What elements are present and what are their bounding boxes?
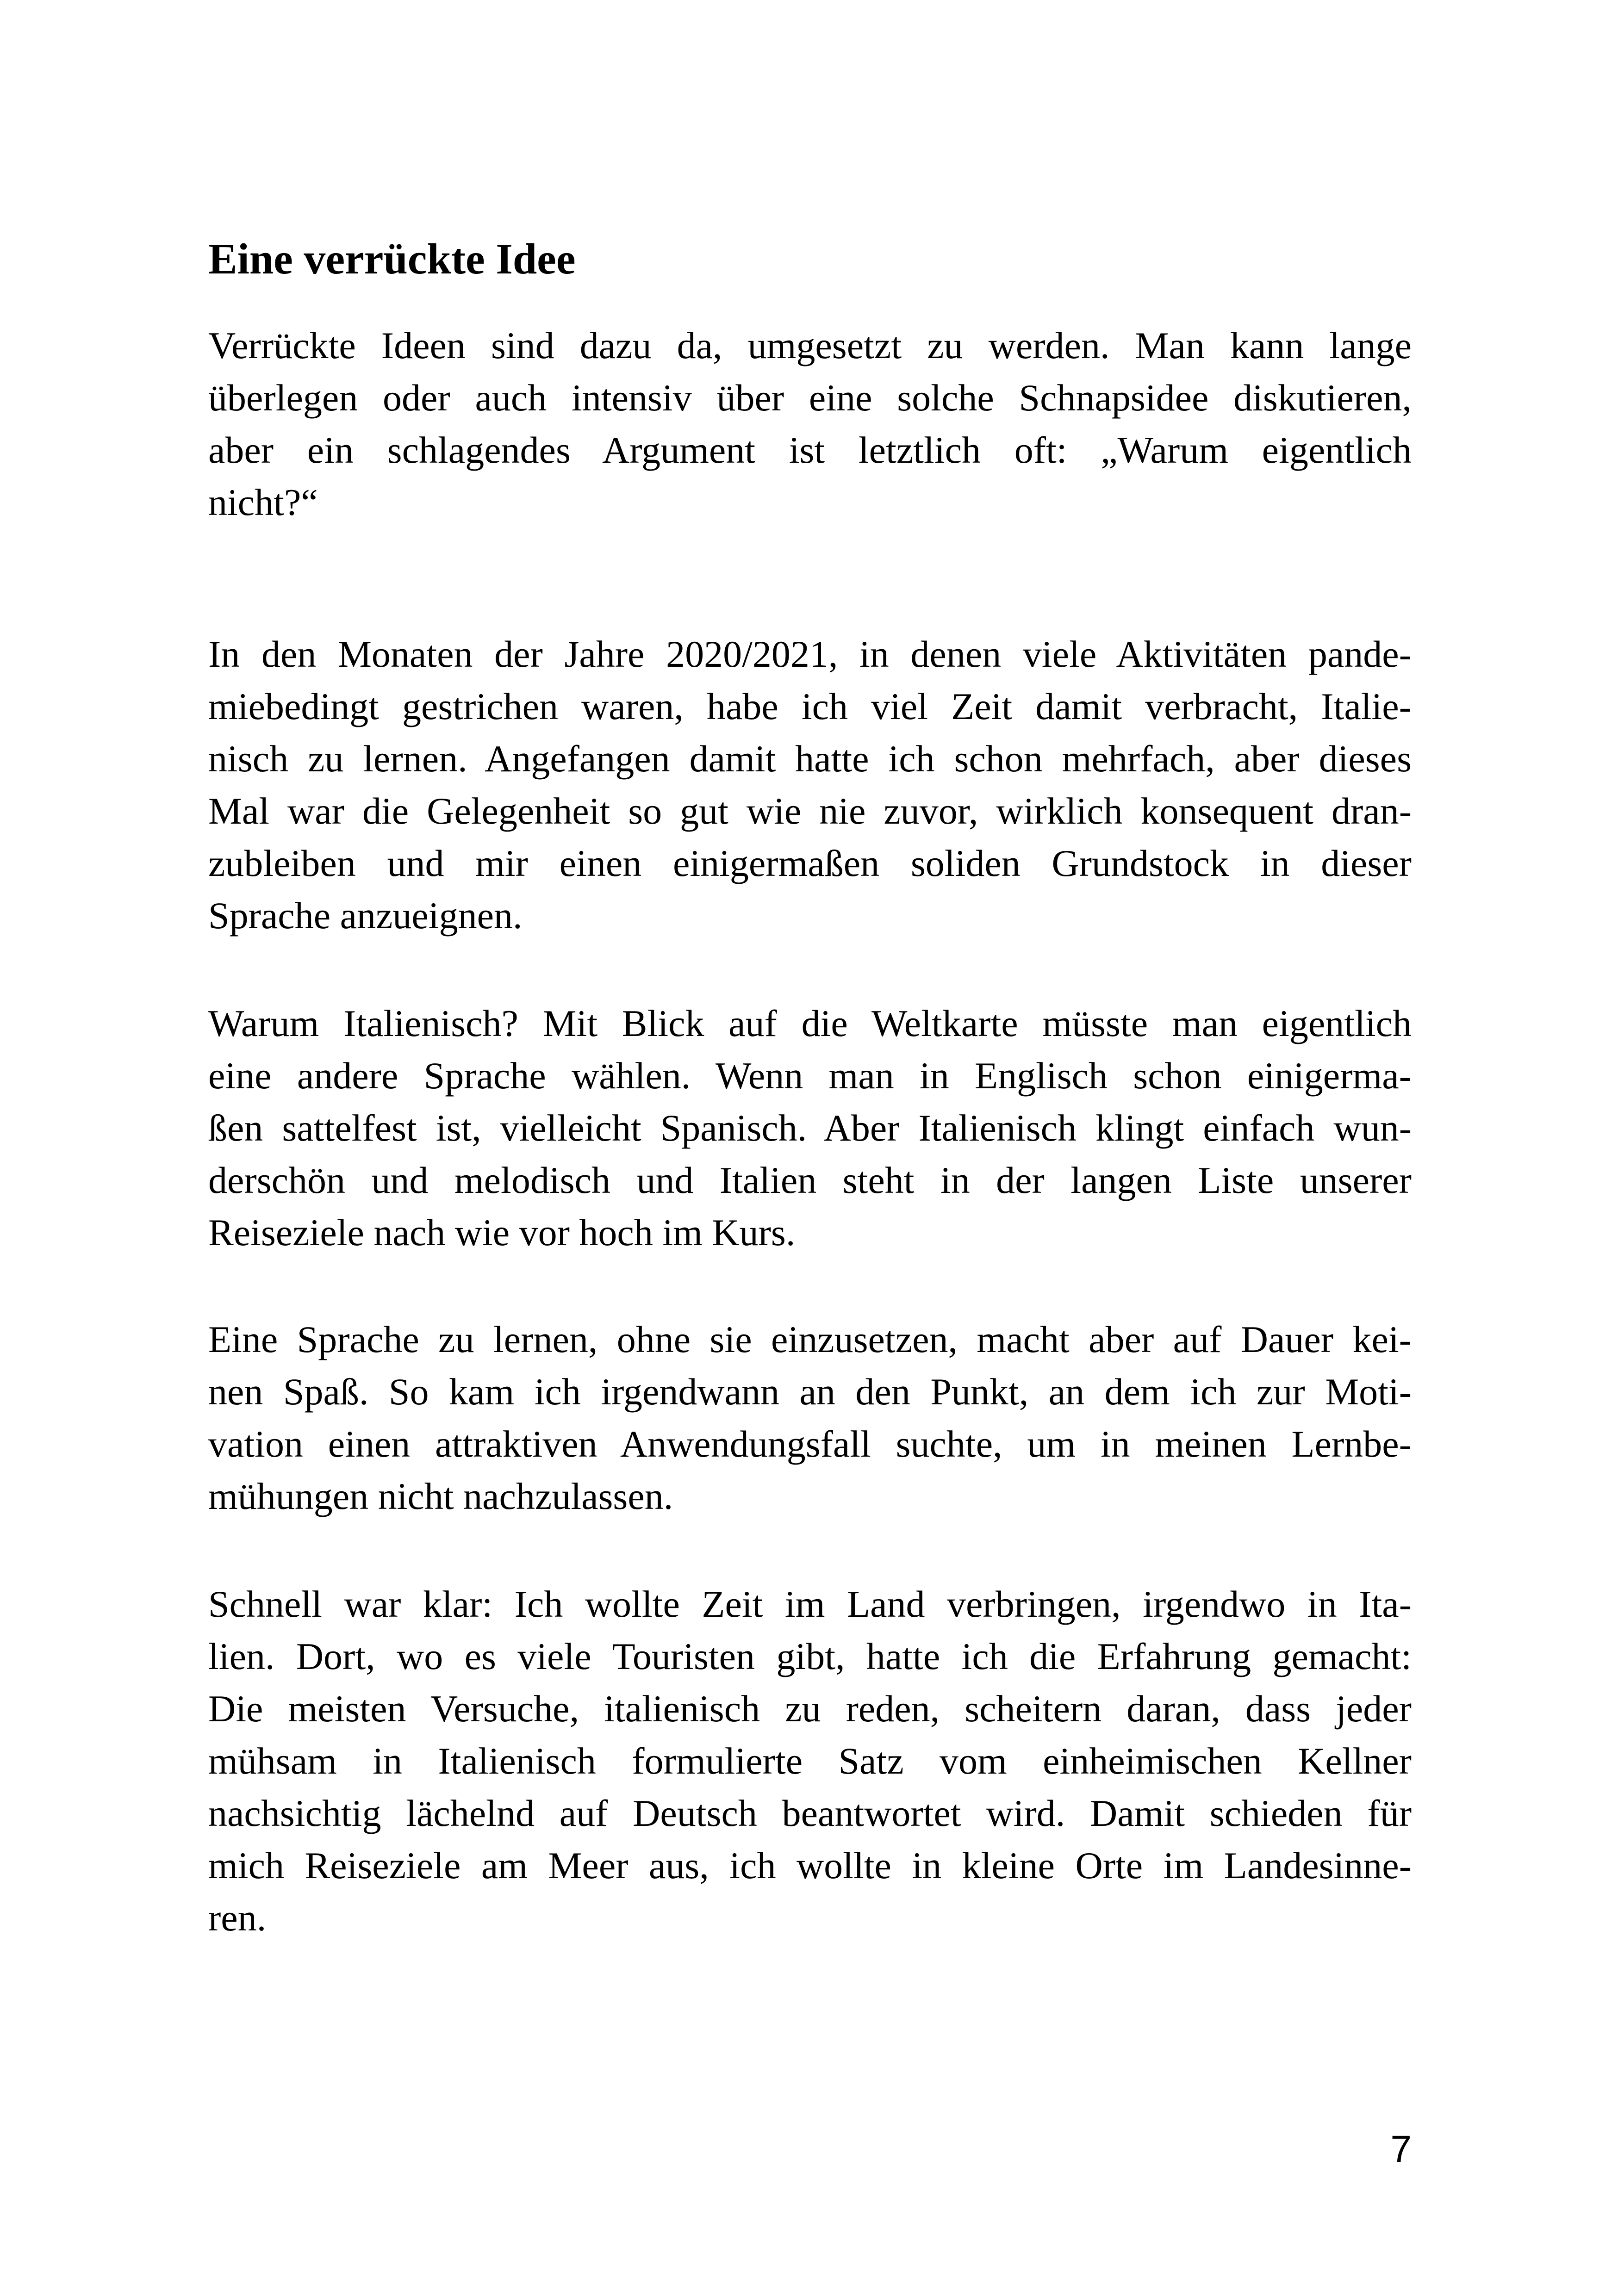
text-line: nisch zu lernen. Angefangen damit hatte ich schon mehrfach, aber dieses	[208, 738, 1412, 780]
text-line: nachsichtig lächelnd auf Deutsch beantwortet wird. Damit schieden für	[208, 1792, 1412, 1834]
paragraph-3	[208, 997, 1412, 1259]
text-line: Reiseziele nach wie vor hoch im Kurs.	[208, 1211, 796, 1253]
text-line: Die meisten Versuche, italienisch zu reden, scheitern daran, dass jeder	[208, 1688, 1412, 1730]
paragraph-4	[208, 1313, 1412, 1522]
text-line: zubleiben und mir einen einigermaßen soliden Grundstock in dieser	[208, 842, 1412, 884]
text-line: lien. Dort, wo es viele Touristen gibt, hatte ich die Erfahrung gemacht:	[208, 1635, 1412, 1677]
text-line: aber ein schlagendes Argument ist letztlich oft: „Warum eigentlich	[208, 429, 1412, 471]
text-line: vation einen attraktiven Anwendungsfall suchte, um in meinen Lernbe-	[208, 1423, 1412, 1465]
paragraph-2	[208, 628, 1412, 942]
text-line: mühungen nicht nachzulassen.	[208, 1475, 673, 1517]
text-line: eine andere Sprache wählen. Wenn man in Englisch schon einigerma-	[208, 1055, 1412, 1097]
text-line: ren.	[208, 1897, 267, 1939]
page-number: 7	[1390, 2128, 1412, 2170]
chapter-title: Eine verrückte Idee	[208, 235, 576, 283]
text-line: Schnell war klar: Ich wollte Zeit im Land verbringen, irgendwo in Ita-	[208, 1583, 1412, 1625]
text-line: Mal war die Gelegenheit so gut wie nie zuvor, wirklich konsequent dran-	[208, 790, 1412, 832]
text-line: miebedingt gestrichen waren, habe ich viel Zeit damit verbracht, Italie-	[208, 685, 1412, 727]
text-line: überlegen oder auch intensiv über eine solche Schnapsidee diskutieren,	[208, 377, 1412, 419]
text-line: mich Reiseziele am Meer aus, ich wollte in kleine Orte im Landesinne-	[208, 1844, 1412, 1886]
text-line: nicht?“	[208, 481, 318, 523]
text-line: mühsam in Italienisch formulierte Satz vom einheimischen Kellner	[208, 1740, 1412, 1782]
paragraph-5	[208, 1578, 1412, 1944]
text-line: Eine Sprache zu lernen, ohne sie einzusetzen, macht aber auf Dauer kei-	[208, 1318, 1412, 1360]
text-line: ßen sattelfest ist, vielleicht Spanisch. Aber Italienisch klingt einfach wun-	[208, 1107, 1412, 1149]
paragraph-1	[208, 319, 1412, 528]
text-line: Warum Italienisch? Mit Blick auf die Weltkarte müsste man eigentlich	[208, 1002, 1412, 1044]
text-line: Verrückte Ideen sind dazu da, umgesetzt zu werden. Man kann lange	[208, 324, 1412, 366]
text-line: Sprache anzueignen.	[208, 894, 523, 937]
text-line: nen Spaß. So kam ich irgendwann an den Punkt, an dem ich zur Moti-	[208, 1371, 1412, 1413]
text-line: In den Monaten der Jahre 2020/2021, in denen viele Aktivitäten pande-	[208, 633, 1412, 675]
text-line: derschön und melodisch und Italien steht in der langen Liste unserer	[208, 1159, 1412, 1201]
